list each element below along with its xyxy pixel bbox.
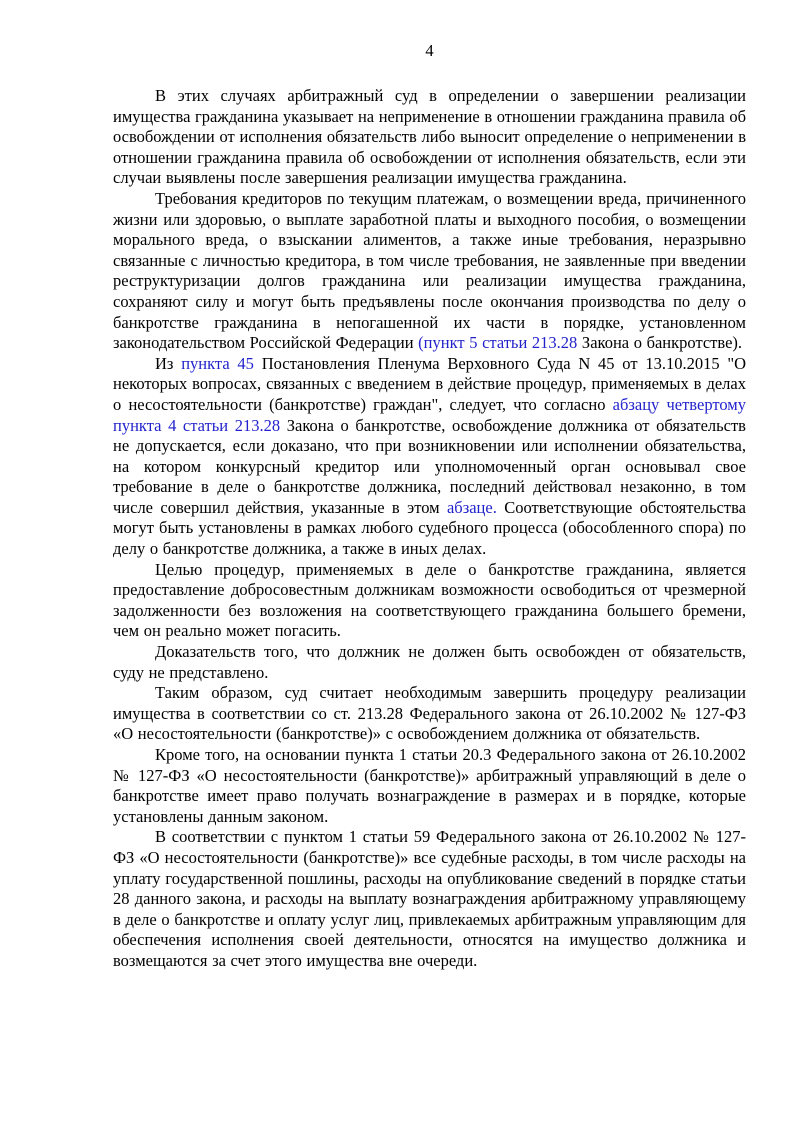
paragraph-text: Доказательств того, что должник не должен быть освобожден от обязательств, суду не представлено. <box>113 642 746 682</box>
paragraph-text: Закона о банкротстве, освобождение должника от обязательств не допускается, если доказано, что при возникновении или исполнении обязательства, на котором конкурсный кредитор или уполномоченный орган основывал свое требование в деле о банкротстве должника, последний действовал незаконно, в том числе совершил действия, указанные в этом <box>113 415 746 517</box>
paragraph <box>113 354 746 560</box>
paragraph <box>113 560 746 642</box>
paragraph-text: Из <box>155 353 182 373</box>
document-body <box>113 86 746 972</box>
paragraph <box>113 642 746 683</box>
paragraph-text: Требования кредиторов по текущим платежам, о возмещении вреда, причиненного жизни или здоровью, о выплате заработной платы и выходного пособия, о возмещении морального вреда, о взыскании алиментов, а также иные требования, неразрывно связанные с личностью кредитора, в том числе требования, не заявленные при введении реструктуризации долгов гражданина или реализации имущества гражданина, сохраняют силу и могут быть предъявлены после окончания производства по делу о банкротстве гражданина в непогашенной их части в порядке, установленном законодательством Российской Федерации <box>113 188 746 353</box>
paragraph-text: Целью процедур, применяемых в деле о банкротстве гражданина, является предоставление добросовестным должникам возможности освободиться от чрезмерной задолженности без возложения на соответствующего гражданина большего бремени, чем он реально может погасить. <box>113 559 746 641</box>
paragraph <box>113 827 746 971</box>
paragraph-text: Таким образом, суд считает необходимым завершить процедуру реализации имущества в соответствии со ст. 213.28 Федерального закона от 26.10.2002 № 127-ФЗ «О несостоятельности (банкротстве)» с освобождением должника от обязательств. <box>113 683 746 744</box>
paragraph <box>113 683 746 745</box>
paragraph-text: В этих случаях арбитражный суд в определении о завершении реализации имущества гражданина указывает на неприменение в отношении гражданина правила об освобождении от исполнения обязательств либо выносит определение о неприменении в отношении гражданина правила об освобождении от исполнения обязательств, если эти случаи выявлены после завершения реализации имущества гражданина. <box>113 86 746 188</box>
legal-reference-link[interactable]: пункта 45 <box>181 353 254 373</box>
paragraph-text: Постановления Пленума Верховного Суда N 45 от 13.10.2015 "О некоторых вопросах, связанных с введением в действие процедур, применяемых в делах о несостоятельности (банкротстве) граждан", следует, что согласно <box>113 353 746 414</box>
paragraph <box>113 745 746 827</box>
paragraph <box>113 189 746 354</box>
legal-reference-link[interactable]: абзацу четвертому пункта 4 статьи 213.28 <box>113 394 746 435</box>
paragraph-text: Кроме того, на основании пункта 1 статьи 20.3 Федерального закона от 26.10.2002 № 127-ФЗ «О несостоятельности (банкротстве)» арбитражный управляющий в деле о банкротстве имеет право получать вознаграждение в размерах и в порядке, которые установлены данным законом. <box>113 745 746 826</box>
paragraph <box>113 86 746 189</box>
page-number: 4 <box>425 41 434 60</box>
paragraph-text: Соответствующие обстоятельства могут быть установлены в рамках любого судебного процесса (обособленного спора) по делу о банкротстве должника, а также в иных делах. <box>113 497 746 559</box>
paragraph-text: Закона о банкротстве). <box>577 333 743 353</box>
legal-reference-link[interactable]: (пункт 5 статьи 213.28 <box>418 333 578 353</box>
paragraph-text: В соответствии с пунктом 1 статьи 59 Федерального закона от 26.10.2002 № 127-ФЗ «О несостоятельности (банкротстве)» все судебные расходы, в том числе расходы на уплату государственной пошлины, расходы на опубликование сведений в порядке статьи 28 данного закона, и расходы на выплату вознаграждения арбитражному управляющему в деле о банкротстве и оплату услуг лиц, привлекаемых арбитражным управляющим для обеспечения исполнения своей деятельности, относятся на имущество должника и возмещаются за счет этого имущества вне очереди. <box>113 827 746 970</box>
legal-reference-link[interactable]: абзаце. <box>446 497 497 517</box>
